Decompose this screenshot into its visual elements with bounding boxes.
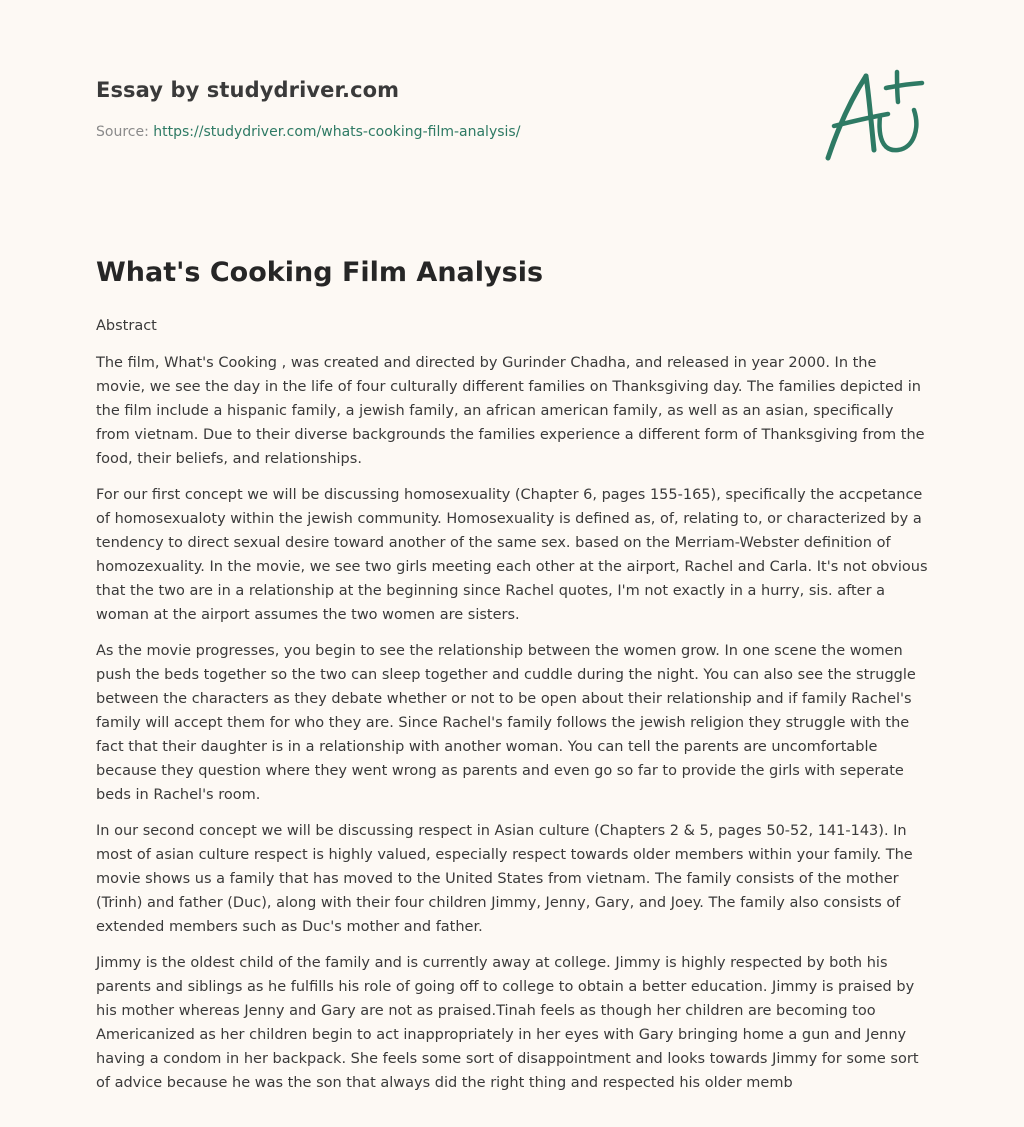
a-plus-logo xyxy=(822,66,928,166)
paragraph-1: The film, What's Cooking , was created and directed by Gurinder Chadha, and released in year 2000. In the movie, we see the day in the life of four culturally different families on Thanksgiving day. The families depicted in the film include a hispanic family, a jewish family, an african american family, as well as an asian, specifically from vietnam. Due to their diverse backgrounds the families experience a different form of Thanksgiving from the food, their beliefs, and relationships. xyxy=(96,355,925,467)
document-title: What's Cooking Film Analysis xyxy=(96,257,544,288)
source-line xyxy=(96,124,520,140)
essay-body xyxy=(96,316,928,1107)
source-link[interactable]: https://studydriver.com/whats-cooking-film-analysis/ xyxy=(153,124,521,140)
site-title: Essay by studydriver.com xyxy=(96,78,400,102)
a-plus-logo-icon xyxy=(822,66,928,166)
paragraph-4: In our second concept we will be discussing respect in Asian culture (Chapters 2 & 5, pages 50-52, 141-143). In most of asian culture respect is highly valued, especially respect towards older members within your family. The movie shows us a family that has moved to the United States from vietnam. The family consists of the mother (Trinh) and father (Duc), along with their four children Jimmy, Jenny, Gary, and Joey. The family also consists of extended members such as Duc's mother and father. xyxy=(96,823,913,935)
source-label: Source: xyxy=(96,124,154,140)
paragraph-3: As the movie progresses, you begin to see the relationship between the women grow. In one scene the women push the beds together so the two can sleep together and cuddle during the night. You can also see the struggle between the characters as they debate whether or not to be open about their relationship and if family Rachel's family will accept them for who they are. Since Rachel's family follows the jewish religion they struggle with the fact that their daughter is in a relationship with another woman. You can tell the parents are uncomfortable because they question where they went wrong as parents and even go so far to provide the girls with seperate beds in Rachel's room. xyxy=(96,643,916,803)
paragraph-2: For our first concept we will be discussing homosexuality (Chapter 6, pages 155-165), specifically the accpetance of homosexualoty within the jewish community. Homosexuality is defined as, of, relating to, or characterized by a tendency to direct sexual desire toward another of the same sex. based on the Merriam-Webster definition of homozexuality. In the movie, we see two girls meeting each other at the airport, Rachel and Carla. It's not obvious that the two are in a relationship at the beginning since Rachel quotes, I'm not exactly in a hurry, sis. after a woman at the airport assumes the two women are sisters. xyxy=(96,487,928,623)
essay-page xyxy=(96,0,928,1127)
abstract-label: Abstract xyxy=(96,318,157,334)
paragraph-5: Jimmy is the oldest child of the family and is currently away at college. Jimmy is highly respected by both his parents and siblings as he fulfills his role of going off to college to obtain a better education. Jimmy is praised by his mother whereas Jenny and Gary are not as praised.Tinah feels as though her children are becoming too Americanized as her children begin to act inappropriately in her eyes with Gary bringing home a gun and Jenny having a condom in her backpack. She feels some sort of disappointment and looks towards Jimmy for some sort of advice because he was the son that always did the right thing and respected his older memb xyxy=(96,955,919,1091)
